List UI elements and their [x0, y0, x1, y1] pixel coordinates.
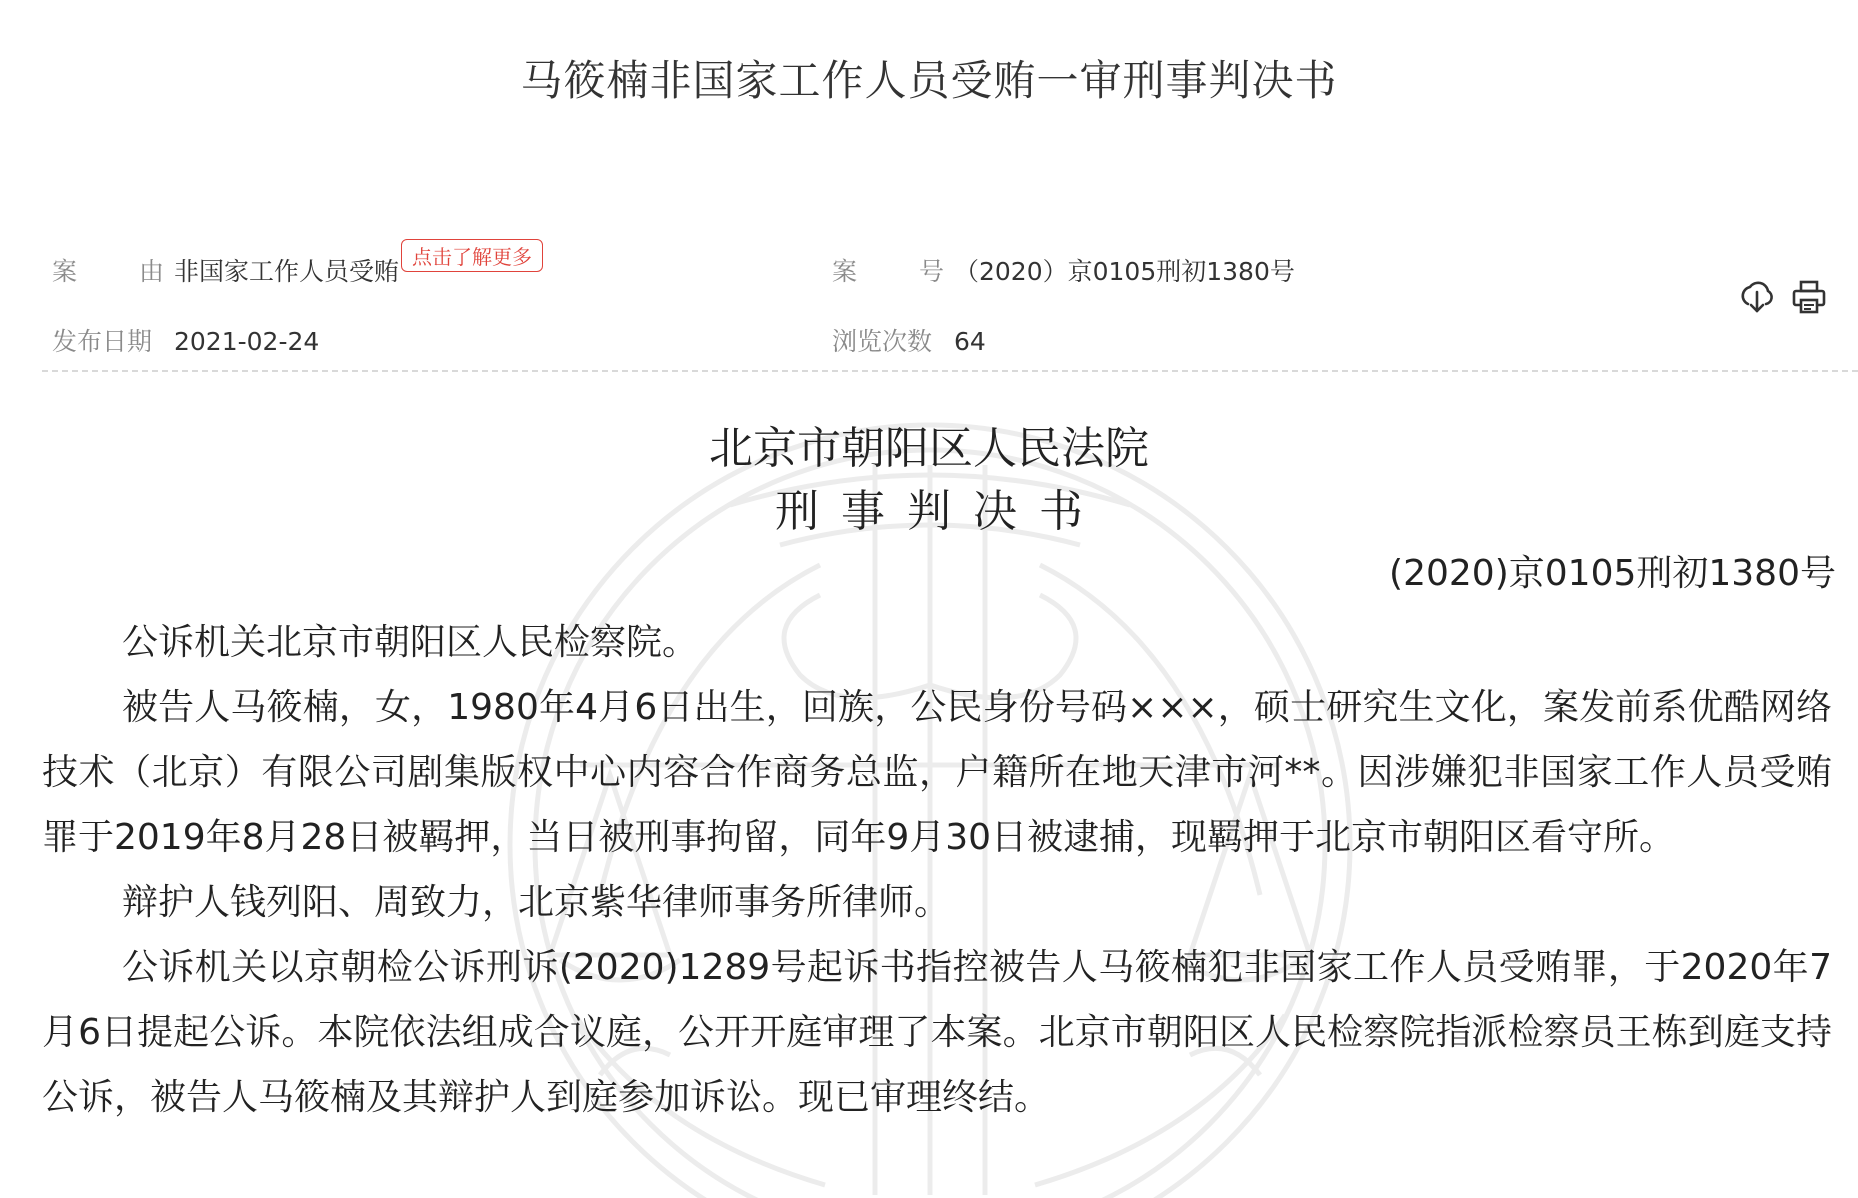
case-reference: (2020)京0105刑初1380号 [1389, 553, 1836, 594]
publish-label: 发布日期 [52, 327, 153, 356]
court-name: 北京市朝阳区人民法院 [709, 423, 1149, 474]
views-value: 64 [954, 327, 986, 356]
paragraph-defendant: 被告人马筱楠，女，1980年4月6日出生，回族，公民身份号码×××，硕士研究生文化，案发前系优酷网络技术（北京）有限公司剧集版权中心内容合作商务总监，户籍所在地天津市河**。因涉嫌犯非国家工作人员受贿罪于2019年8月28日被羁押，当日被刑事拘留，同年9月30日被逮捕，现羁押于北京市朝阳区看守所。 [42, 687, 1832, 858]
paragraph-defense-counsel: 辩护人钱列阳、周致力，北京紫华律师事务所律师。 [122, 882, 951, 923]
paragraph-prosecutor: 公诉机关北京市朝阳区人民检察院。 [122, 622, 699, 663]
meta-views [832, 322, 986, 358]
meta-cause [52, 245, 543, 288]
cause-label: 案由 [52, 257, 164, 286]
meta-divider [42, 370, 1858, 372]
views-label: 浏览次数 [832, 327, 933, 356]
download-icon[interactable] [1738, 278, 1776, 316]
publish-value: 2021-02-24 [174, 327, 320, 356]
meta-publish-date [52, 322, 319, 358]
cause-value: 非国家工作人员受贿 [174, 257, 400, 286]
toolbar [1738, 278, 1828, 316]
case-no-value: （2020）京0105刑初1380号 [954, 257, 1295, 286]
case-no-label: 案号 [832, 257, 944, 286]
document-type: 刑事判决书 [775, 486, 1105, 537]
judgment-body [42, 610, 1832, 1130]
print-icon[interactable] [1790, 278, 1828, 316]
learn-more-button[interactable]: 点击了解更多 [401, 239, 543, 272]
paragraph-proceedings: 公诉机关以京朝检公诉刑诉(2020)1289号起诉书指控被告人马筱楠犯非国家工作人员受贿罪，于2020年7月6日提起公诉。本院依法组成合议庭，公开开庭审理了本案。北京市朝阳区人民检察院指派检察员王栋到庭支持公诉，被告人马筱楠及其辩护人到庭参加诉讼。现已审理终结。 [42, 947, 1832, 1118]
meta-case-no [832, 252, 1295, 288]
page-title: 马筱楠非国家工作人员受贿一审刑事判决书 [520, 56, 1338, 105]
